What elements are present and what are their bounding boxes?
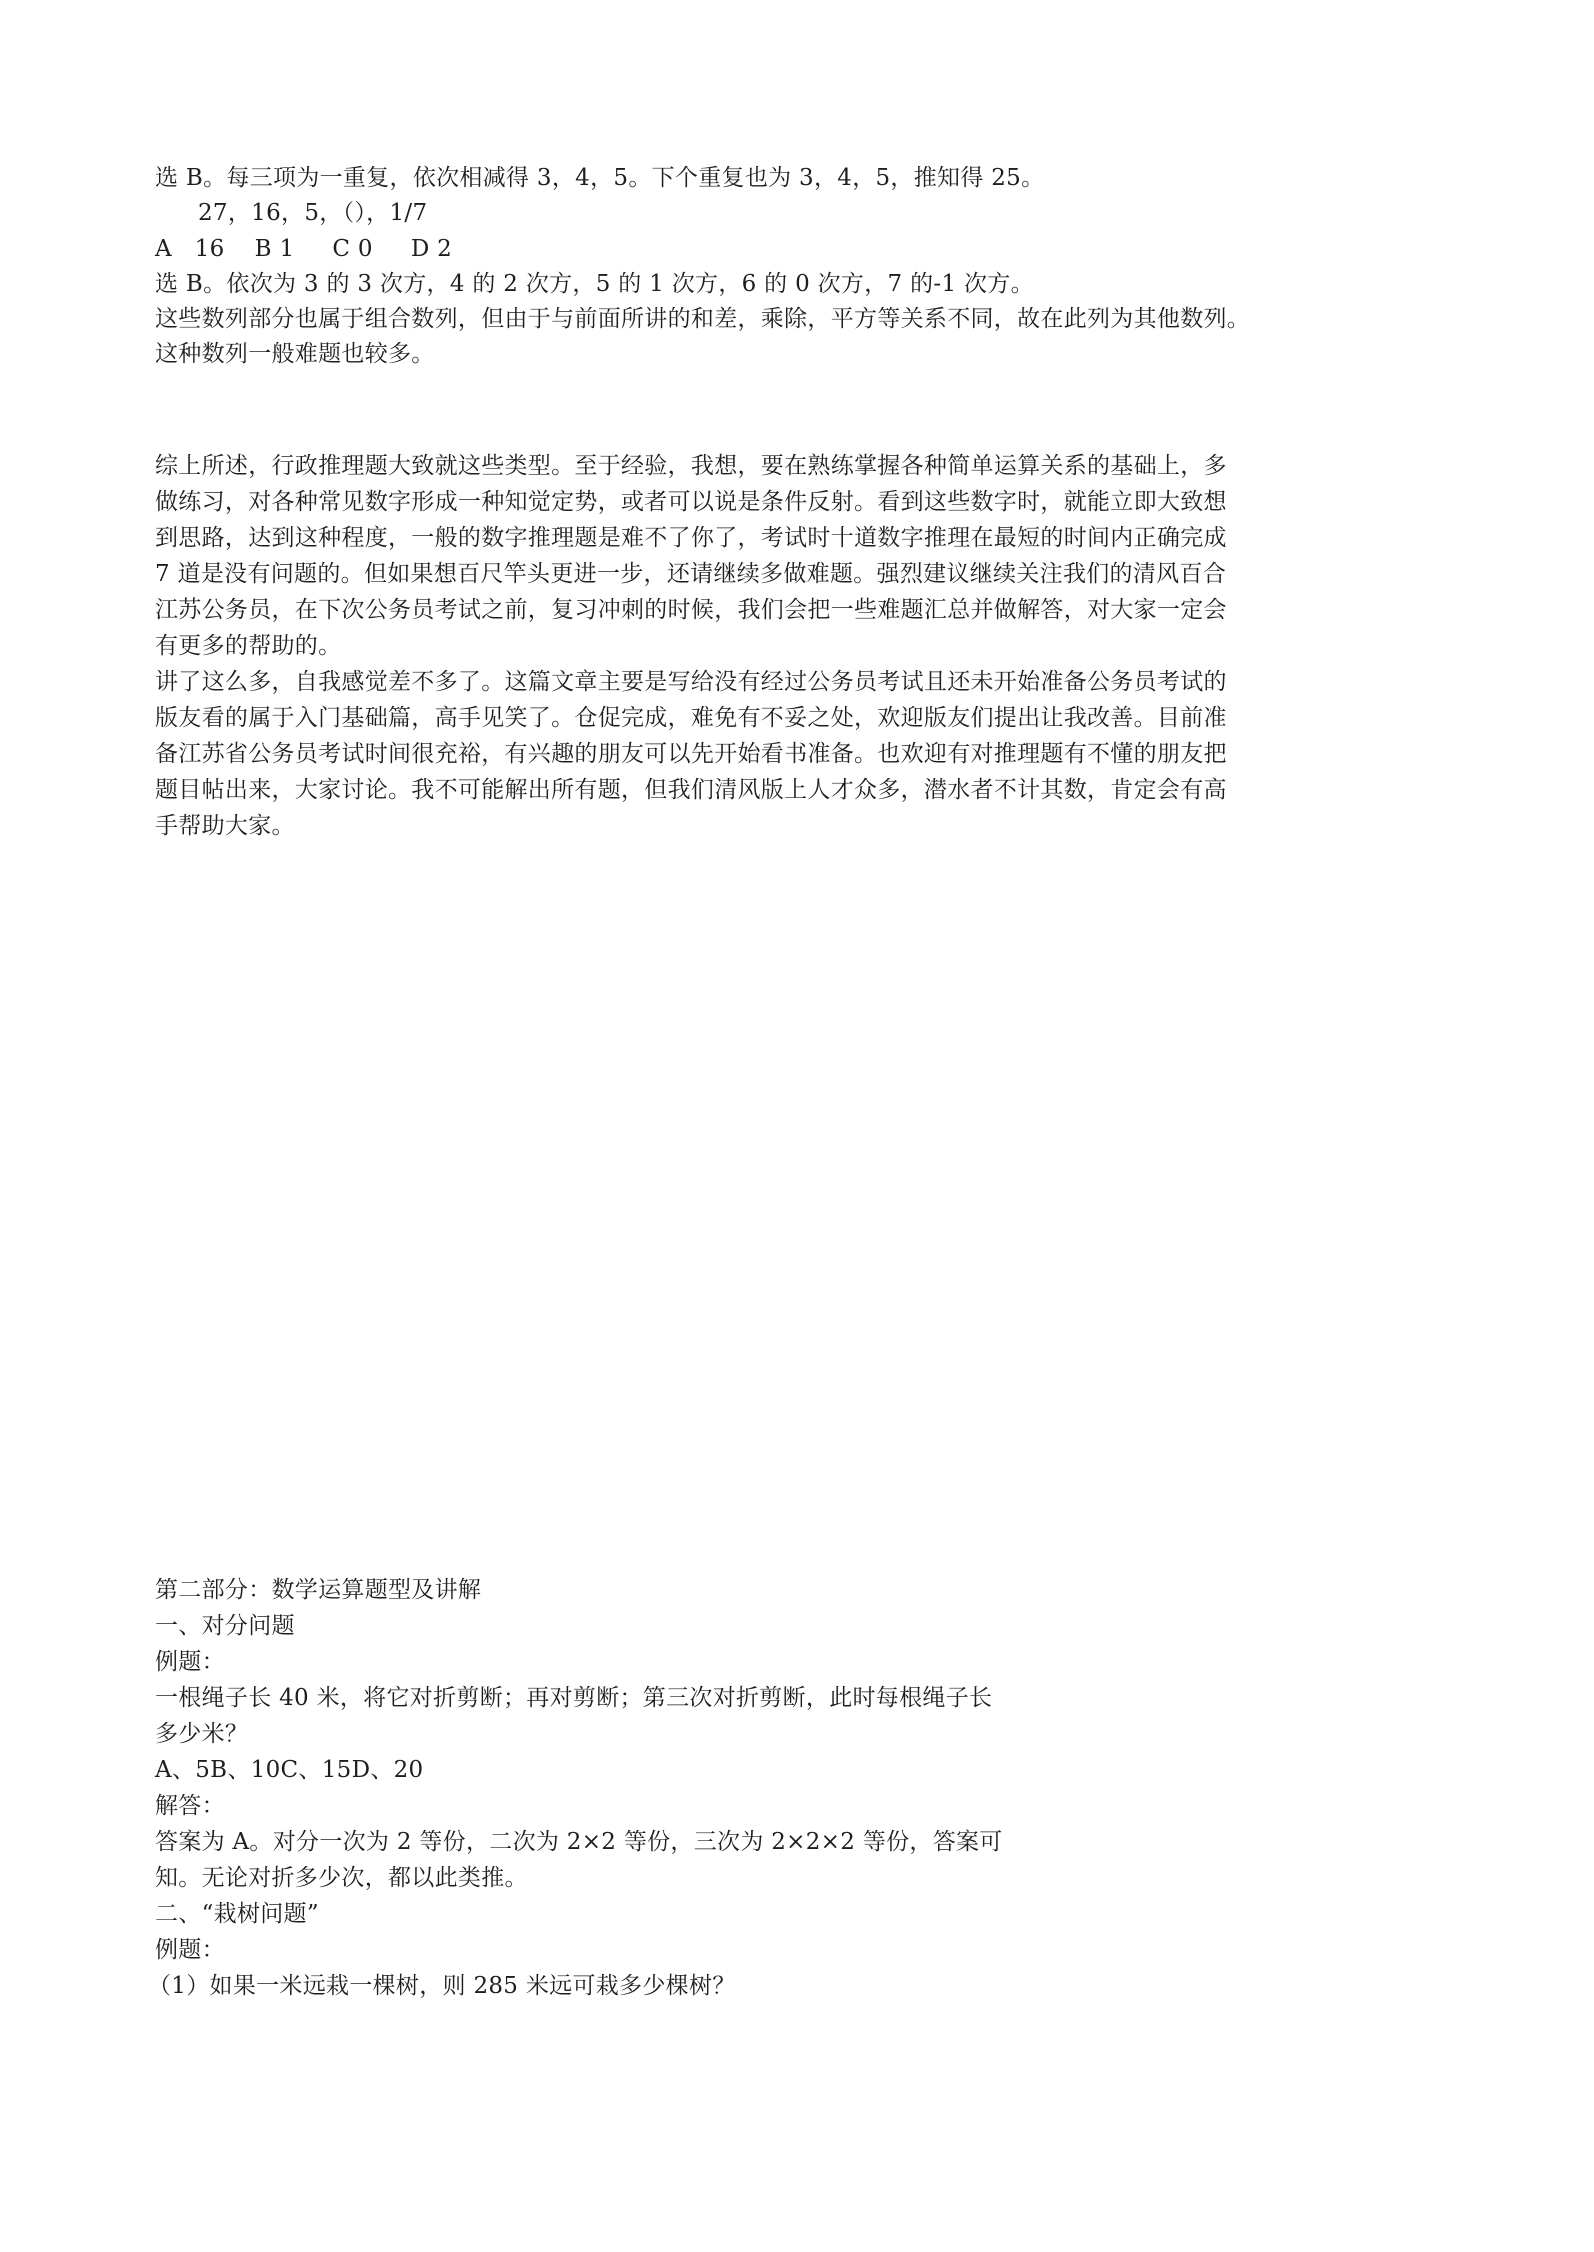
option-a: A 16 <box>155 236 225 262</box>
question-line: 多少米？ <box>155 1721 249 1747</box>
number-sequence-question: 27，16，5，（），1/7 <box>198 200 428 226</box>
option-d: D 2 <box>410 236 453 262</box>
paragraph-line: 讲了这么多，自我感觉差不多了。这篇文章主要是写给没有经过公务员考试且还未开始准备公务员考试的 <box>155 669 1227 695</box>
option-b: B 1 <box>254 236 295 262</box>
solution-line: 知。无论对折多少次，都以此类推。 <box>155 1865 528 1891</box>
solution-line: 答案为 A。对分一次为 2 等份，二次为 2×2 等份，三次为 2×2×2 等份，答案可 <box>155 1829 1003 1855</box>
paragraph-line: 综上所述，行政推理题大致就这些类型。至于经验，我想，要在熟练掌握各种简单运算关系的基础上，多 <box>155 453 1227 479</box>
option-c: C 0 <box>332 236 373 262</box>
question-line: （1）如果一米远栽一棵树，则 285 米远可栽多少棵树？ <box>148 1973 736 1999</box>
answer-explanation: 选 B。每三项为一重复，依次相减得 3，4，5。下个重复也为 3，4，5，推知得 25。 <box>155 165 1045 191</box>
paragraph-line: 做练习，对各种常见数字形成一种知觉定势，或者可以说是条件反射。看到这些数字时，就能立即大致想 <box>155 489 1227 515</box>
note-line: 这种数列一般难题也较多。 <box>155 341 435 367</box>
paragraph-line: 手帮助大家。 <box>155 813 295 839</box>
answer-line: 选 B。依次为 3 的 3 次方，4 的 2 次方，5 的 1 次方，6 的 0 次方，7 的-1 次方。 <box>155 271 1034 297</box>
paragraph-line: 江苏公务员，在下次公务员考试之前，复习冲刺的时候，我们会把一些难题汇总并做解答，对大家一定会 <box>155 597 1227 623</box>
answer-options: A、5B、10C、15D、20 <box>155 1757 424 1783</box>
paragraph-line: 7 道是没有问题的。但如果想百尺竿头更进一步，还请继续多做难题。强烈建议继续关注我们的清风百合 <box>155 561 1227 587</box>
question-line: 一根绳子长 40 米，将它对折剪断；再对剪断；第三次对折剪断，此时每根绳子长 <box>155 1685 993 1711</box>
solution-label: 解答： <box>155 1793 225 1819</box>
topic-heading: 一、对分问题 <box>155 1613 295 1639</box>
topic-heading: 二、“栽树问题” <box>155 1901 319 1927</box>
example-label: 例题： <box>155 1937 225 1963</box>
paragraph-line: 版友看的属于入门基础篇，高手见笑了。仓促完成，难免有不妥之处，欢迎版友们提出让我改善。目前准 <box>155 705 1227 731</box>
paragraph-line: 题目帖出来，大家讨论。我不可能解出所有题，但我们清风版上人才众多，潜水者不计其数，肯定会有高 <box>155 777 1227 803</box>
paragraph-line: 有更多的帮助的。 <box>155 633 342 659</box>
example-label: 例题： <box>155 1649 225 1675</box>
note-line: 这些数列部分也属于组合数列，但由于与前面所讲的和差，乘除，平方等关系不同，故在此列为其他数列。 <box>155 306 1251 332</box>
answer-options <box>155 234 490 264</box>
paragraph-line: 备江苏省公务员考试时间很充裕，有兴趣的朋友可以先开始看书准备。也欢迎有对推理题有不懂的朋友把 <box>155 741 1227 767</box>
section-title: 第二部分：数学运算题型及讲解 <box>155 1577 482 1603</box>
paragraph-line: 到思路，达到这种程度，一般的数字推理题是难不了你了，考试时十道数字推理在最短的时间内正确完成 <box>155 525 1227 551</box>
